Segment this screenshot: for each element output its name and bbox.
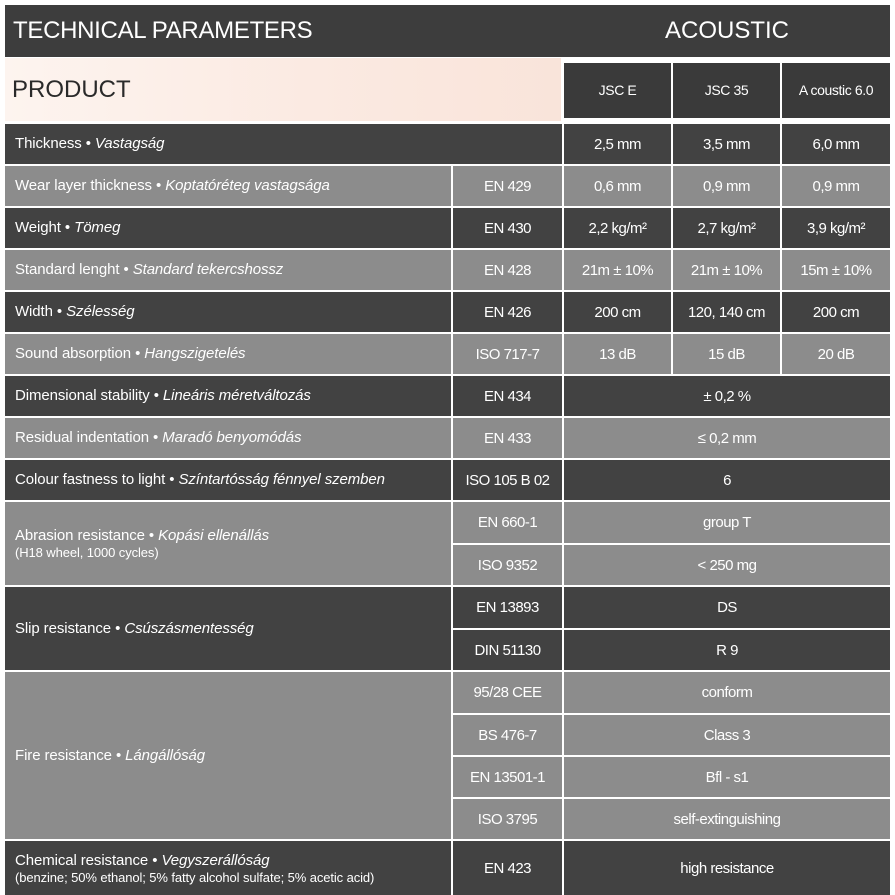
standard-code: EN 13501-1	[469, 768, 546, 786]
value-text: 21m ± 10%	[690, 261, 763, 279]
bullet-separator: •	[81, 135, 95, 152]
value-cell-merged	[564, 418, 890, 458]
value-cell	[673, 124, 780, 164]
parameter-name-en: Slip resistance	[15, 619, 112, 637]
standard-cell	[453, 715, 562, 755]
standard-cell	[453, 334, 562, 374]
standard-cell	[453, 587, 562, 628]
value-text: 13 dB	[599, 345, 636, 363]
standard-code: DIN 51130	[474, 641, 541, 659]
value-cell-merged	[564, 841, 890, 895]
parameter-name-hu: Hangszigetelés	[144, 345, 246, 362]
parameter-name-hu: Tömeg	[74, 219, 121, 236]
value-text: 6	[723, 471, 731, 489]
standard-code: EN 434	[483, 387, 532, 405]
standard-code: ISO 9352	[477, 556, 538, 574]
parameter-name-hu: Koptatóréteg vastagsága	[165, 177, 330, 194]
bullet-separator: •	[111, 619, 125, 637]
value-text: 0,6 mm	[593, 177, 641, 195]
parameter-row-name	[5, 166, 451, 206]
bullet-separator: •	[111, 746, 126, 764]
value-cell-merged	[564, 672, 890, 713]
parameter-name	[15, 261, 283, 279]
parameter-group-name	[5, 672, 451, 839]
parameter-name-hu: Vastagság	[94, 135, 165, 152]
value-text: Class 3	[703, 726, 751, 744]
value-cell	[782, 334, 890, 374]
standard-code: EN 13893	[476, 599, 539, 616]
value-text: Bfl - s1	[705, 768, 749, 786]
value-text: R 9	[716, 641, 738, 659]
standard-code: EN 430	[483, 219, 532, 237]
standard-cell	[453, 799, 562, 839]
parameter-name-en: Standard lenght	[15, 261, 120, 278]
value-text: 200 cm	[812, 303, 860, 321]
product-label: PRODUCT	[12, 76, 131, 103]
parameter-name-en: Dimensional stability	[15, 387, 150, 404]
value-text: ≤ 0,2 mm	[697, 429, 757, 447]
standard-cell	[453, 418, 562, 458]
parameter-name-hu: Vegyszerállóság	[161, 851, 270, 869]
parameter-name-en: Width	[15, 303, 53, 320]
parameter-name	[15, 620, 254, 638]
parameter-name-en: Wear layer thickness	[15, 177, 152, 194]
bullet-separator: •	[148, 851, 162, 869]
standard-cell	[453, 376, 562, 416]
value-text: 3,9 kg/m²	[806, 219, 866, 237]
parameter-name-hu: Csúszásmentesség	[124, 619, 254, 637]
parameter-name-en: Colour fastness to light	[15, 471, 166, 488]
bullet-separator: •	[144, 527, 159, 544]
value-text: 120, 140 cm	[687, 303, 766, 321]
bullet-separator: •	[151, 177, 166, 194]
value-text: 3,5 mm	[702, 135, 750, 153]
standard-code: EN 429	[483, 177, 532, 195]
value-cell-merged	[564, 587, 890, 628]
parameter-group-name	[5, 841, 451, 895]
parameter-name-en: Fire resistance	[15, 746, 112, 764]
parameter-row-name	[5, 292, 451, 332]
standard-code: EN 426	[483, 303, 532, 321]
value-cell	[673, 166, 780, 206]
standard-code: BS 476-7	[478, 726, 537, 744]
standard-cell	[453, 208, 562, 248]
bullet-separator: •	[131, 345, 145, 362]
parameter-name	[15, 219, 120, 237]
category-title: ACOUSTIC	[664, 17, 789, 44]
value-cell	[673, 250, 780, 290]
standard-code: EN 423	[483, 859, 532, 877]
value-text: 15m ± 10%	[800, 261, 872, 279]
parameter-name-en: Residual indentation	[15, 429, 149, 446]
page-title: TECHNICAL PARAMETERS	[13, 17, 313, 44]
standard-code: ISO 105 B 02	[465, 471, 550, 489]
value-text: 200 cm	[594, 303, 641, 321]
value-cell	[782, 208, 890, 248]
bullet-separator: •	[119, 261, 133, 278]
standard-cell	[453, 545, 562, 585]
parameter-row-name	[5, 124, 562, 164]
parameter-name	[15, 527, 269, 560]
standard-code: EN 428	[483, 261, 532, 279]
value-cell	[673, 334, 780, 374]
parameter-group-name	[5, 502, 451, 585]
value-cell	[564, 250, 671, 290]
value-cell	[673, 292, 780, 332]
value-text: 2,7 kg/m²	[697, 219, 756, 237]
standard-code: 95/28 CEE	[473, 684, 542, 701]
value-cell	[564, 334, 671, 374]
value-cell-merged	[564, 799, 890, 839]
column-header-jsc-e: JSC E	[564, 63, 671, 118]
value-text: < 250 mg	[697, 556, 757, 574]
value-cell	[782, 166, 890, 206]
value-text: DS	[717, 599, 737, 616]
value-text: group T	[703, 514, 751, 531]
standard-code: EN 433	[483, 429, 532, 447]
standard-code: EN 660-1	[477, 514, 538, 531]
value-cell-merged	[564, 630, 890, 670]
parameter-name	[15, 135, 164, 153]
parameter-name-hu: Maradó benyomódás	[162, 429, 302, 446]
parameter-name-hu: Szélesség	[66, 303, 135, 320]
value-cell	[782, 250, 890, 290]
value-cell	[564, 292, 671, 332]
standard-cell	[453, 672, 562, 713]
value-text: conform	[701, 684, 753, 701]
parameter-name	[15, 852, 374, 885]
column-header-jsc-35: JSC 35	[673, 63, 780, 118]
value-cell	[564, 124, 671, 164]
parameter-name-en: Chemical resistance	[15, 851, 149, 869]
standard-cell	[453, 292, 562, 332]
parameter-name	[15, 345, 245, 363]
parameter-name	[15, 429, 301, 447]
parameter-row-name	[5, 418, 451, 458]
value-text: high resistance	[680, 859, 774, 877]
column-header-acoustic-6: A coustic 6.0	[782, 63, 890, 118]
bullet-separator: •	[148, 429, 163, 446]
parameter-row-name	[5, 376, 451, 416]
value-cell-merged	[564, 545, 890, 585]
value-text: 15 dB	[708, 345, 745, 363]
bullet-separator: •	[60, 219, 75, 236]
standard-cell	[453, 250, 562, 290]
parameter-name	[15, 471, 385, 489]
value-text: 2,5 mm	[593, 135, 641, 153]
parameter-name-hu: Kopási ellenállás	[158, 527, 270, 544]
bullet-separator: •	[52, 303, 67, 320]
standard-cell	[453, 841, 562, 895]
value-text: ± 0,2 %	[703, 387, 751, 405]
value-cell-merged	[564, 715, 890, 755]
standard-cell	[453, 460, 562, 500]
value-text: 21m ± 10%	[581, 261, 654, 279]
bullet-separator: •	[149, 387, 163, 404]
value-cell	[564, 166, 671, 206]
parameter-name	[15, 303, 134, 321]
value-text: 0,9 mm	[702, 177, 750, 195]
parameter-name	[15, 177, 330, 195]
parameter-name-en: Sound absorption	[15, 345, 131, 362]
value-cell	[564, 208, 671, 248]
parameter-name-hu: Lineáris méretváltozás	[162, 387, 311, 404]
value-text: 6,0 mm	[812, 135, 860, 153]
value-cell-merged	[564, 757, 890, 797]
value-cell-merged	[564, 502, 890, 543]
parameter-name-hu: Színtartósság fénnyel szemben	[178, 471, 385, 488]
value-cell	[782, 292, 890, 332]
bullet-separator: •	[165, 471, 179, 488]
value-cell-merged	[564, 460, 890, 500]
value-text: 0,9 mm	[812, 177, 860, 195]
value-cell	[782, 124, 890, 164]
parameter-row-name	[5, 460, 451, 500]
value-cell	[673, 208, 780, 248]
parameter-name-en: Thickness	[15, 135, 82, 152]
parameter-name-hu: Standard tekercshossz	[132, 261, 284, 278]
parameter-row-name	[5, 334, 451, 374]
parameter-name	[15, 387, 311, 405]
standard-cell	[453, 757, 562, 797]
parameter-name-hu: Lángállóság	[125, 746, 205, 764]
parameter-row-name	[5, 250, 451, 290]
parameter-group-name	[5, 587, 451, 670]
value-cell-merged	[564, 376, 890, 416]
parameter-name-en: Abrasion resistance	[15, 527, 145, 544]
parameter-note: (H18 wheel, 1000 cycles)	[15, 545, 159, 560]
standard-code: ISO 3795	[477, 810, 538, 828]
standard-cell	[453, 166, 562, 206]
standard-cell	[453, 630, 562, 670]
value-text: self-extinguishing	[673, 810, 781, 828]
parameter-note: (benzine; 50% ethanol; 5% fatty alcohol sulfate; 5% acetic acid)	[15, 869, 375, 885]
standard-code: ISO 717-7	[475, 345, 540, 363]
parameter-row-name	[5, 208, 451, 248]
value-text: 20 dB	[817, 345, 855, 363]
parameter-name-en: Weight	[15, 219, 61, 236]
value-text: 2,2 kg/m²	[588, 219, 647, 237]
standard-cell	[453, 502, 562, 543]
parameter-name	[15, 747, 205, 765]
